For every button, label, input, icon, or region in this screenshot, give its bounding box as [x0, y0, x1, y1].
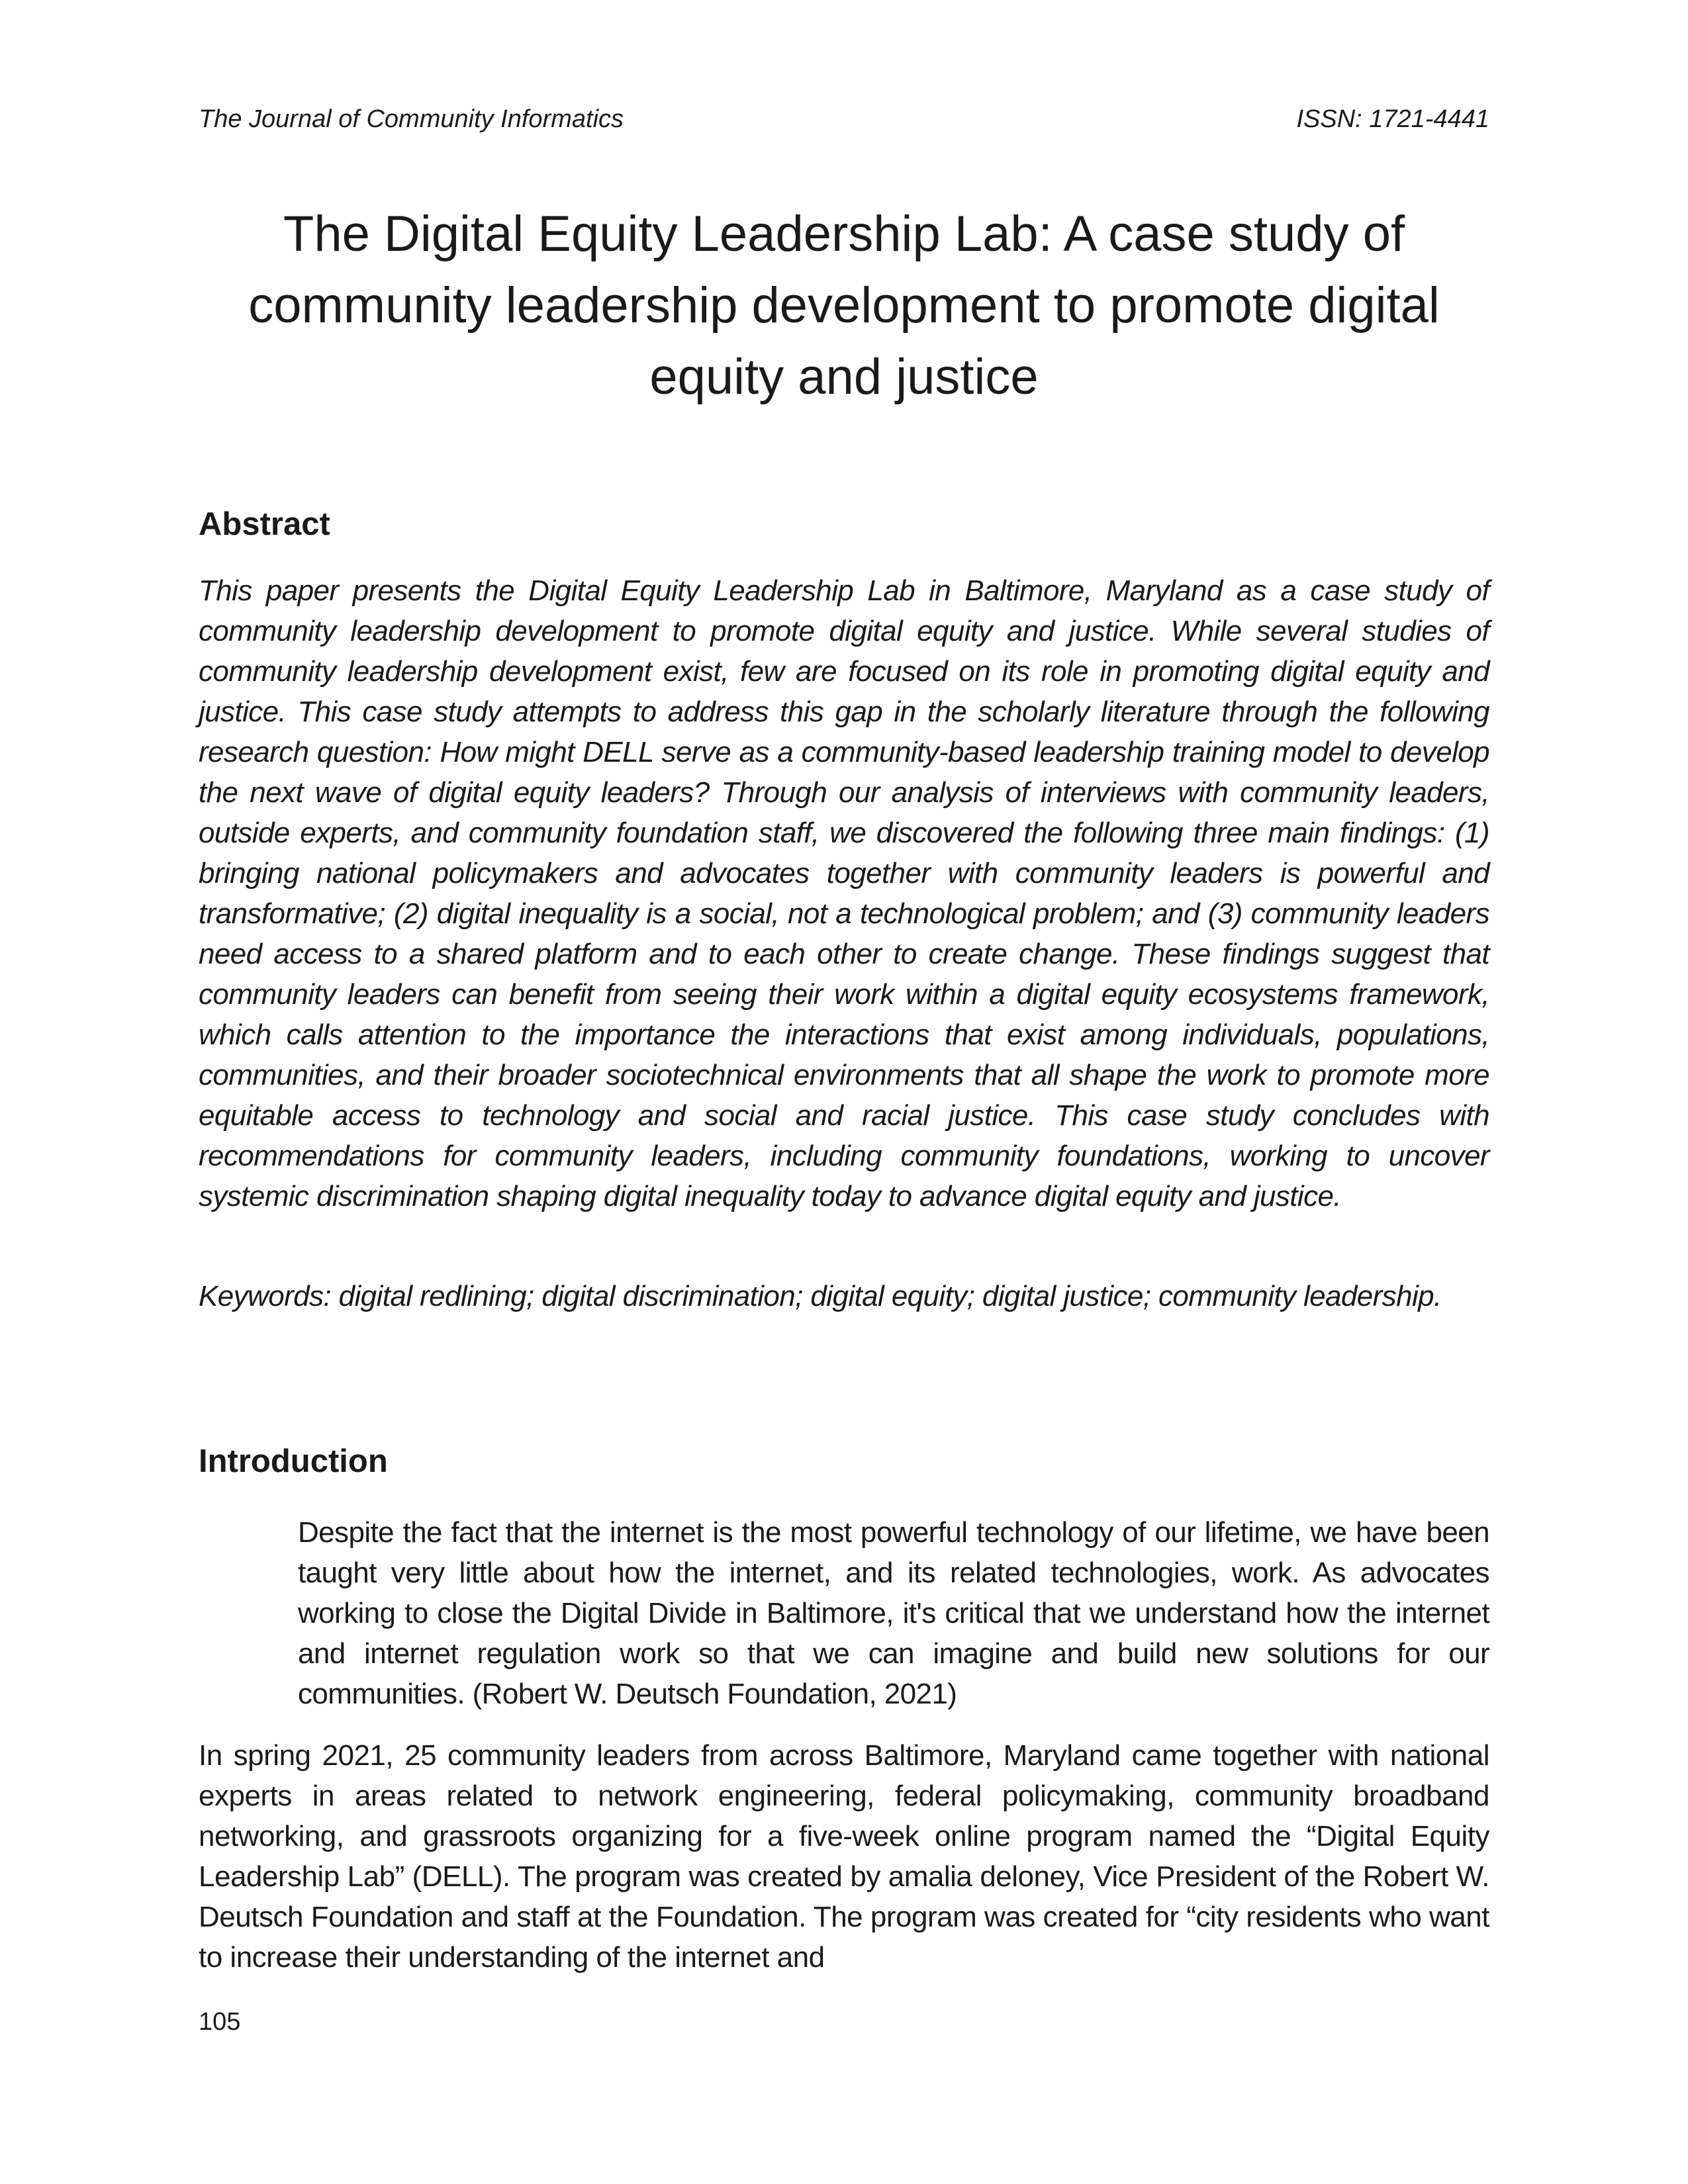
issn-number: ISSN: 1721-4441	[1296, 105, 1489, 133]
abstract-text: This paper presents the Digital Equity Leadership Lab in Baltimore, Maryland as a case study of community leadership development to promote digital equity and justice. While several studies of community leadership development exist, few are focused on its role in promoting digital equity and justice. This case study attempts to address this gap in the scholarly literature through the following research question: How might DELL serve as a community-based leadership training model to develop the next wave of digital equity leaders? Through our analysis of interviews with community leaders, outside experts, and community foundation staff, we discovered the following three main findings: (1) bringing national policymakers and advocates together with community leaders is powerful and transformative; (2) digital inequality is a social, not a technological problem; and (3) community leaders need access to a shared platform and to each other to create change. These findings suggest that community leaders can benefit from seeing their work within a digital equity ecosystems framework, which calls attention to the importance the interactions that exist among individuals, populations, communities, and their broader sociotechnical environments that all shape the work to promote more equitable access to technology and social and racial justice. This case study concludes with recommendations for community leaders, including community foundations, working to uncover systemic discrimination shaping digital inequality today to advance digital equity and justice.	[199, 574, 1489, 1212]
keywords: Keywords: digital redlining; digital discrimination; digital equity; digital justice; community leadership.	[199, 1280, 1442, 1312]
block-quote: Despite the fact that the internet is the most powerful technology of our lifetime, we have been taught very little about how the internet, and its related technologies, work. As advocates working to close the Digital Divide in Baltimore, it's critical that we understand how the internet and internet regulation work so that we can imagine and build new solutions for our communities. (Robert W. Deutsch Foundation, 2021)	[298, 1516, 1489, 1710]
page-number: 105	[199, 2008, 241, 2036]
introduction-heading: Introduction	[199, 1443, 388, 1479]
abstract-heading: Abstract	[199, 506, 330, 542]
introduction-paragraph: In spring 2021, 25 community leaders from across Baltimore, Maryland came together with national experts in areas related to network engineering, federal policymaking, community broadband networking, and grassroots organizing for a five-week online program named the “Digital Equity Leadership Lab” (DELL). The program was created by amalia deloney, Vice President of the Robert W. Deutsch Foundation and staff at the Foundation. The program was created for “city residents who want to increase their understanding of the internet and	[199, 1739, 1489, 1974]
running-header	[199, 99, 1489, 139]
paper-title: The Digital Equity Leadership Lab: A case study of community leadership development to promote digital equity and justice	[248, 206, 1440, 405]
journal-name: The Journal of Community Informatics	[199, 105, 624, 133]
